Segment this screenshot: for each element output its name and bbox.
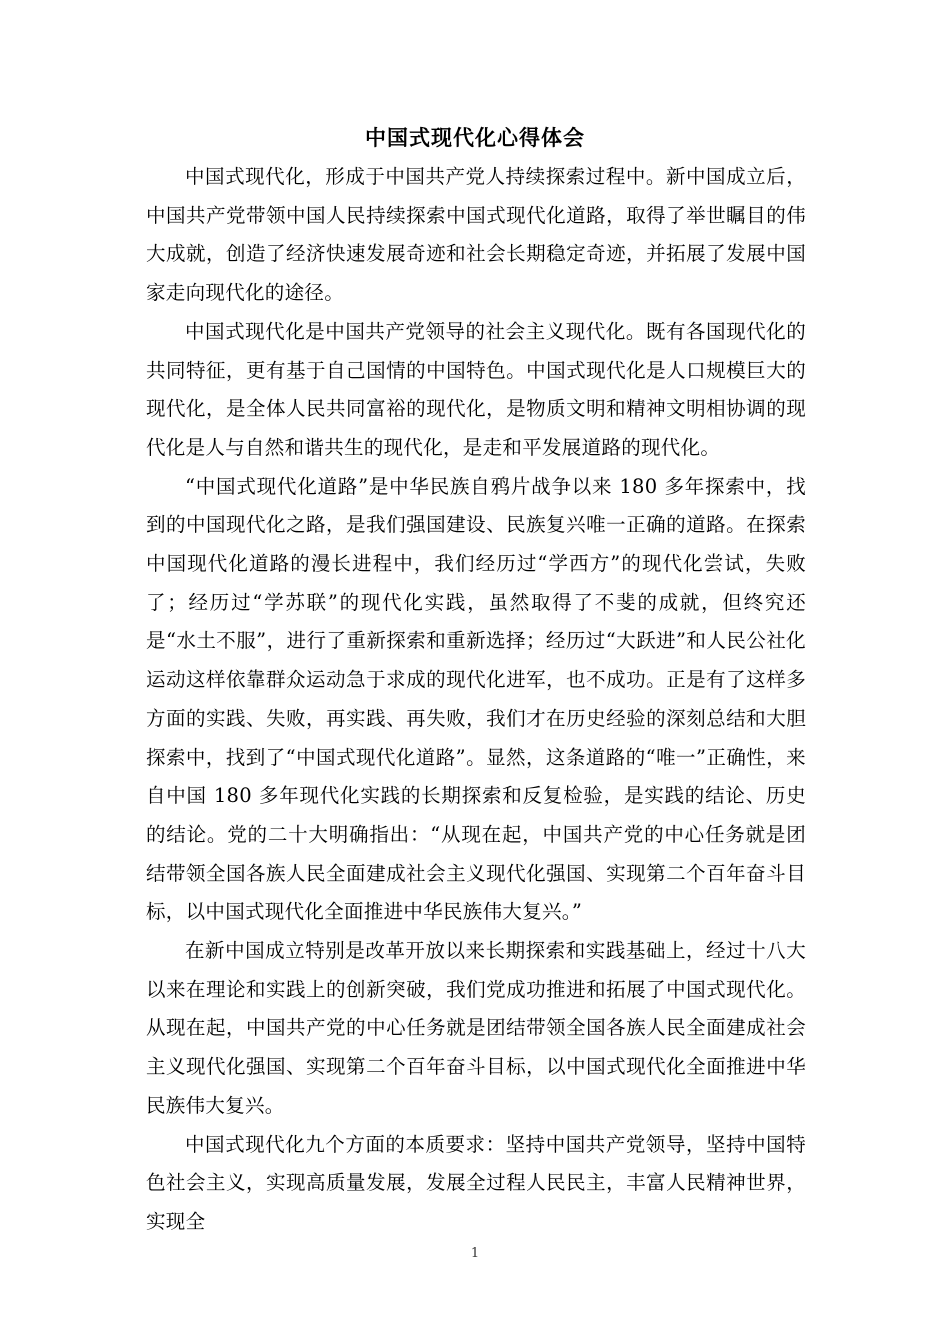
document-title: 中国式现代化心得体会 xyxy=(365,126,585,150)
page-number: 1 xyxy=(470,1246,480,1261)
paragraph-1: 中国式现代化，形成于中国共产党人持续探索过程中。新中国成立后，中国共产党带领中国人民持续探索中国式现代化道路，取得了举世瞩目的伟大成就，创造了经济快速发展奇迹和社会长期稳定奇迹，并拓展了发展中国家走向现代化的途径。 xyxy=(146,165,806,305)
paragraph-2: 中国式现代化是中国共产党领导的社会主义现代化。既有各国现代化的共同特征，更有基于自己国情的中国特色。中国式现代化是人口规模巨大的现代化，是全体人民共同富裕的现代化，是物质文明和精神文明相协调的现代化是人与自然和谐共生的现代化，是走和平发展道路的现代化。 xyxy=(146,319,806,459)
paragraph-4: 在新中国成立特别是改革开放以来长期探索和实践基础上，经过十八大以来在理论和实践上的创新突破，我们党成功推进和拓展了中国式现代化。从现在起，中国共产党的中心任务就是团结带领全国各族人民全面建成社会主义现代化强国、实现第二个百年奋斗目标，以中国式现代化全面推进中华民族伟大复兴。 xyxy=(146,939,806,1117)
paragraph-5: 中国式现代化九个方面的本质要求：坚持中国共产党领导，坚持中国特色社会主义，实现高质量发展，发展全过程人民民主，丰富人民精神世界，实现全 xyxy=(146,1132,806,1233)
document-body xyxy=(146,158,806,1242)
paragraph-3: “中国式现代化道路”是中华民族自鸦片战争以来 180 多年探索中，找到的中国现代化之路，是我们强国建设、民族复兴唯一正确的道路。在探索中国现代化道路的漫长进程中，我们经历过“学西方”的现代化尝试，失败了；经历过“学苏联”的现代化实践，虽然取得了不斐的成就，但终究还是“水土不服”，进行了重新探索和重新选择；经历过“大跃进”和人民公社化运动这样依靠群众运动急于求成的现代化进军，也不成功。正是有了这样多方面的实践、失败，再实践、再失败，我们才在历史经验的深刻总结和大胆探索中，找到了“中国式现代化道路”。显然，这条道路的“唯一”正确性，来自中国 180 多年现代化实践的长期探索和反复检验，是实践的结论、历史的结论。党的二十大明确指出：“从现在起，中国共产党的中心任务就是团结带领全国各族人民全面建成社会主义现代化强国、实现第二个百年奋斗目标，以中国式现代化全面推进中华民族伟大复兴。” xyxy=(146,474,806,924)
